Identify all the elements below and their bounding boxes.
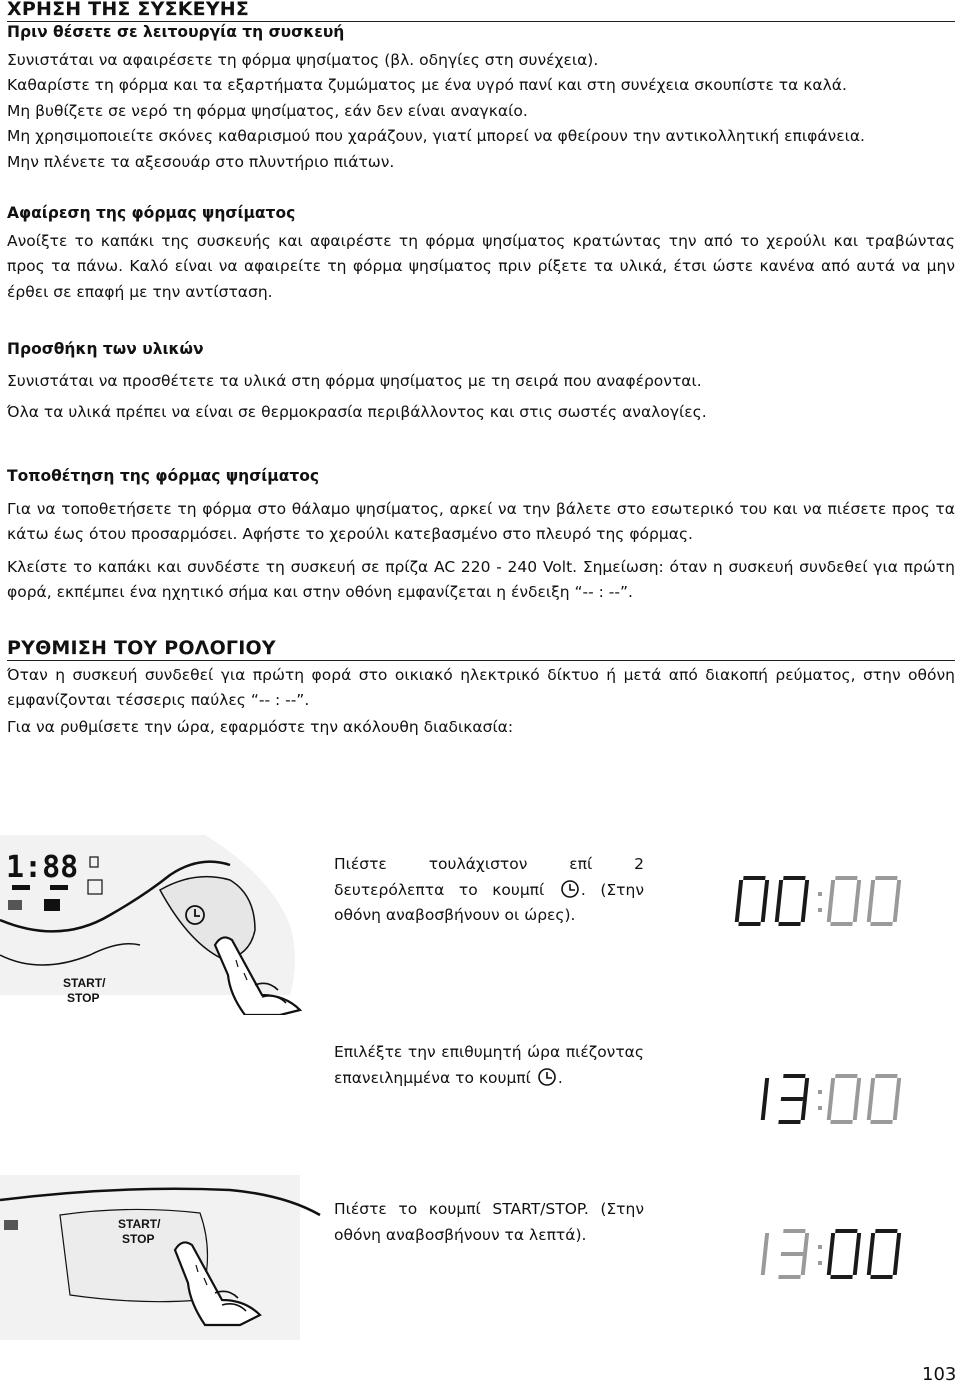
lcd-segment xyxy=(827,1099,833,1120)
lcd-segment xyxy=(853,901,859,922)
step-1-text-a: Πιέστε τουλάχιστον επί 2 δευτερόλεπτα το κουμπί xyxy=(334,855,644,899)
lcd-segment xyxy=(869,1233,875,1254)
lcd-segment xyxy=(875,1229,897,1233)
lcd-segment xyxy=(783,1074,805,1078)
lcd-minutes-digit xyxy=(866,1229,901,1279)
lcd-segment xyxy=(835,1074,857,1078)
clock-procedure: Για να ρυθμίσετε την ώρα, εφαρμόστε την ακόλουθη διαδικασία: xyxy=(7,718,514,736)
lcd-segment xyxy=(737,880,743,901)
lcd-segment xyxy=(893,1099,899,1120)
adding-line-1: Συνιστάται να προσθέτετε τα υλικά στη φόρμα ψησίματος με τη σειρά που αναφέρονται. xyxy=(7,372,702,390)
page-number: 103 xyxy=(922,1364,957,1385)
lcd-segment xyxy=(827,901,833,922)
lcd-colon-dot xyxy=(818,908,822,912)
lcd-display-step-3 xyxy=(730,1225,910,1285)
title-rule xyxy=(7,21,955,22)
lcd-segment xyxy=(835,1229,857,1233)
placing-pan-para-1: Για να τοποθετήσετε τη φόρμα στο θάλαμο ψησίματος, αρκεί να την βάλετε στο εσωτερικό του και να πιέσετε προς τα κάτω έως ότου προσαρμόσει. Αφήστε το χερούλι κατεβασμένο στο πλευρό της φόρμας. xyxy=(7,500,955,544)
lcd-colon-dot xyxy=(818,1245,822,1249)
step-3-text-a: Πιέστε το κουμπί START/STOP. (Στην οθόνη αναβοσβήνουν τα λεπτά). xyxy=(334,1200,644,1244)
step-1-text xyxy=(334,852,644,929)
start-stop-label-line1: START/ xyxy=(63,976,106,990)
lcd-segment xyxy=(778,1120,800,1124)
panel-lcd-text: 1:88 xyxy=(6,850,79,885)
lcd-segment xyxy=(830,1120,852,1124)
lcd-segment xyxy=(869,880,875,901)
heading-adding-ingredients: Προσθήκη των υλικών xyxy=(7,340,204,358)
step-3-text xyxy=(334,1197,644,1248)
lcd-segment xyxy=(827,1254,833,1275)
lcd-segment xyxy=(777,880,783,901)
lcd-segment xyxy=(855,1078,861,1099)
lcd-segment xyxy=(761,1099,767,1120)
lcd-segment xyxy=(801,901,807,922)
lcd-segment xyxy=(801,1099,807,1120)
crust-icon xyxy=(4,1220,18,1230)
step-2-text-b: . xyxy=(557,1068,563,1087)
lcd-segment xyxy=(893,901,899,922)
lcd-segment xyxy=(853,1099,859,1120)
lcd-segment xyxy=(867,1254,873,1275)
before-use-line: Καθαρίστε τη φόρμα και τα εξαρτήματα ζυμώματος με ένα υγρό πανί και στη συνέχεια σκουπίστε τα καλά. xyxy=(7,76,847,95)
clock-icon xyxy=(536,1067,558,1087)
lcd-hours-digit xyxy=(761,1078,769,1120)
lcd-segment xyxy=(875,1074,897,1078)
lcd-segment xyxy=(830,1275,852,1279)
lcd-segment xyxy=(12,885,30,890)
lcd-segment xyxy=(778,1275,800,1279)
lcd-segment xyxy=(50,885,68,890)
adding-line-2: Όλα τα υλικά πρέπει να είναι σε θερμοκρασία περιβάλλοντος και στις σωστές αναλογίες. xyxy=(7,403,707,421)
lcd-segment xyxy=(870,1120,892,1124)
lcd-segment xyxy=(763,1233,769,1254)
lcd-display-step-2 xyxy=(730,1070,910,1130)
lcd-segment xyxy=(803,1233,809,1254)
lcd-segment xyxy=(870,922,892,926)
clock-title-rule xyxy=(7,660,955,661)
lcd-segment xyxy=(869,1078,875,1099)
lcd-hours-digit xyxy=(778,1074,809,1124)
lcd-segment xyxy=(870,1275,892,1279)
clock-icon xyxy=(559,879,581,899)
lcd-segment xyxy=(895,880,901,901)
lcd-segment xyxy=(783,876,805,880)
lcd-segment xyxy=(875,876,897,880)
lcd-segment xyxy=(830,922,852,926)
lcd-segment xyxy=(775,901,781,922)
lcd-minutes-digit xyxy=(866,1074,901,1124)
lcd-segment xyxy=(735,901,741,922)
lcd-hours-digit xyxy=(761,1233,769,1275)
before-use-line: Μην πλένετε τα αξεσουάρ στο πλυντήριο πιάτων. xyxy=(7,152,395,171)
step-1-text-b: . (Στην οθόνη αναβοσβήνουν οι ώρες). xyxy=(334,880,644,924)
lcd-colon-dot xyxy=(818,1106,822,1110)
lcd-segment xyxy=(895,1078,901,1099)
lcd-segment xyxy=(743,876,765,880)
lcd-minutes-digit xyxy=(826,1229,861,1279)
lcd-colon-dot xyxy=(818,1090,822,1094)
section-title-usage: ΧΡΗΣΗ ΤΗΣ ΣΥΣΚΕΥΗΣ xyxy=(7,0,250,20)
before-use-line: Συνιστάται να αφαιρέσετε τη φόρμα ψησίματος (βλ. οδηγίες στη συνέχεια). xyxy=(7,51,599,69)
bread-icon xyxy=(44,899,60,911)
step-2-text xyxy=(334,1040,644,1091)
lcd-segment xyxy=(801,1254,807,1275)
step-2-text-a: Επιλέξτε την επιθυμητή ώρα πιέζοντας επανειλημμένα το κουμπί xyxy=(334,1043,644,1087)
lcd-segment xyxy=(778,922,800,926)
lcd-segment xyxy=(853,1254,859,1275)
lcd-segment xyxy=(867,1099,873,1120)
lcd-segment xyxy=(855,880,861,901)
start-stop-label-line2: STOP xyxy=(67,991,100,1005)
panel-illustration-1 xyxy=(0,835,330,1015)
crust-icon xyxy=(8,900,22,910)
panel-illustration-2 xyxy=(0,1175,330,1340)
lcd-minutes-digit xyxy=(826,876,861,926)
lcd-segment xyxy=(763,1078,769,1099)
lcd-segment xyxy=(781,1252,803,1256)
lcd-colon-dot xyxy=(818,1261,822,1265)
lcd-segment xyxy=(781,1097,803,1101)
start-stop-label-line2: STOP xyxy=(122,1232,155,1246)
lcd-display-step-1 xyxy=(730,872,910,932)
removing-pan-text: Ανοίξτε το καπάκι της συσκευής και αφαιρέστε τη φόρμα ψησίματος κρατώντας την από το χερούλι και τραβώντας προς τα πάνω. Καλό είναι να αφαιρείτε τη φόρμα ψησίματος πριν ρίξετε τα υλικά, έτσι ώστε κανένα από αυτά να μην έρθει σε επαφή με την αντίσταση. xyxy=(7,232,955,301)
lcd-segment xyxy=(829,1078,835,1099)
lcd-segment xyxy=(738,922,760,926)
lcd-segment xyxy=(803,1078,809,1099)
lcd-segment xyxy=(855,1233,861,1254)
section-title-clock: ΡΥΘΜΙΣΗ ΤΟΥ ΡΟΛΟΓΙΟΥ xyxy=(7,637,276,659)
placing-pan-para-2: Κλείστε το καπάκι και συνδέστε τη συσκευή σε πρίζα AC 220 - 240 Volt. Σημείωση: όταν η συσκευή συνδεθεί για πρώτη φορά, εκπέμπει ένα ηχητικό σήμα και στην οθόνη εμφανίζεται η ένδειξη “-- : --”. xyxy=(7,558,955,602)
lcd-segment xyxy=(867,901,873,922)
clock-intro: Όταν η συσκευή συνδεθεί για πρώτη φορά στο οικιακό ηλεκτρικό δίκτυο ή μετά από διακοπή ρεύματος, στην οθόνη εμφανίζονται τέσσερις παύλες “-- : --”. xyxy=(7,666,955,710)
lcd-hours-digit xyxy=(774,876,809,926)
lcd-segment xyxy=(893,1254,899,1275)
lcd-minutes-digit xyxy=(866,876,901,926)
heading-before-use: Πριν θέσετε σε λειτουργία τη συσκευή xyxy=(7,23,345,41)
before-use-list xyxy=(7,48,955,175)
lcd-segment xyxy=(783,1229,805,1233)
lcd-segment xyxy=(829,1233,835,1254)
lcd-colon-dot xyxy=(818,892,822,896)
before-use-line: Μη βυθίζετε σε νερό τη φόρμα ψησίματος, εάν δεν είναι αναγκαίο. xyxy=(7,101,528,120)
lcd-segment xyxy=(761,1254,767,1275)
heading-removing-pan: Αφαίρεση της φόρμας ψησίματος xyxy=(7,204,296,222)
lcd-minutes-digit xyxy=(826,1074,861,1124)
lcd-segment xyxy=(803,880,809,901)
heading-placing-pan: Τοποθέτηση της φόρμας ψησίματος xyxy=(7,467,320,485)
lcd-segment xyxy=(763,880,769,901)
lcd-hours-digit xyxy=(734,876,769,926)
before-use-line: Μη χρησιμοποιείτε σκόνες καθαρισμού που χαράζουν, γιατί μπορεί να φθείρουν την αντικολλητική επιφάνεια. xyxy=(7,127,865,146)
lcd-segment xyxy=(761,901,767,922)
lcd-segment xyxy=(895,1233,901,1254)
lcd-segment xyxy=(829,880,835,901)
start-stop-label-line1: START/ xyxy=(118,1217,161,1231)
lcd-segment xyxy=(835,876,857,880)
lcd-hours-digit xyxy=(778,1229,809,1279)
